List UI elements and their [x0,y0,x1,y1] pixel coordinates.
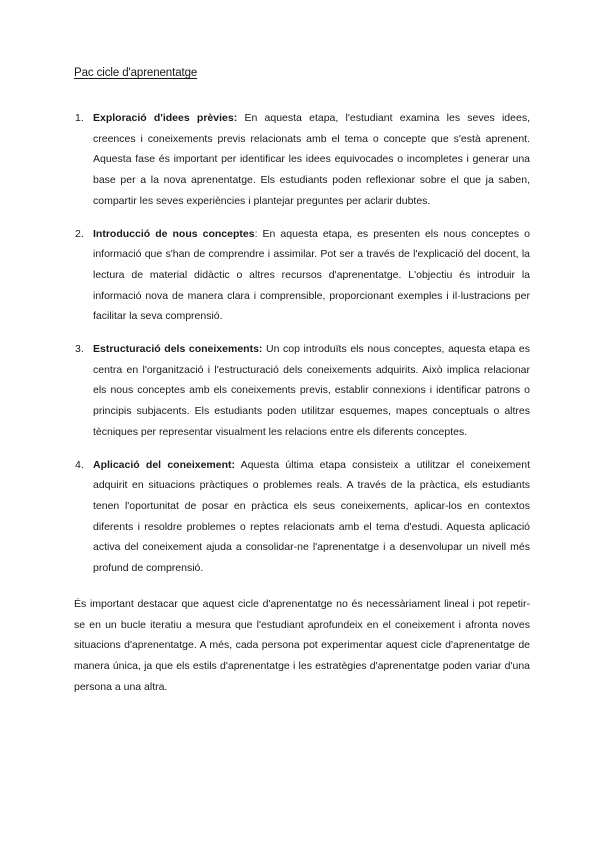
list-item-term: Aplicació del coneixement: [93,458,236,471]
document-title: Pac cicle d'aprenentatge [74,67,198,79]
list-item-number: 2. [75,227,84,240]
list-item-application [74,455,530,579]
list-item-text: : En aquesta etapa, es presenten els nous conceptes o informació que s'han de comprendre i assimilar. Pot ser a través de l'explicació del docent, la lectura de material didàctic o altres recursos d'aprenentatge. L'objectiu és introduir la informació nova de manera clara i comprensible, proporcionant exemples i il·lustracions per facilitar la seva comprensió. [93,227,530,323]
closing-paragraph: És important destacar que aquest cicle d'aprenentatge no és necessàriament lineal i pot repetir-se en un bucle iteratiu a mesura que l'estudiant aprofundeix en el coneixement i afronta noves situacions d'aprenentatge. A més, cada persona pot experimentar aquest cicle d'aprenentatge de manera única, ja que els estils d'aprenentatge i les estratègies d'aprenentatge poden variar d'una persona a una altra. [74,598,530,693]
list-item-structuring [74,339,530,443]
list-item-text: Un cop introduïts els nous conceptes, aquesta etapa es centra en l'organització i l'estructuració dels coneixements adquirits. Això implica relacionar els nous conceptes amb els coneixements previs, establir connexions i identificar patrons o principis subjacents. Els estudiants poden utilitzar esquemes, mapes conceptuals o altres tècniques per representar visualment les relacions entre els diferents conceptes. [93,343,530,438]
list-item-term: Introducció de nous conceptes [93,227,255,240]
list-item-text: Aquesta última etapa consisteix a utilitzar el coneixement adquirit en situacions pràctiques o problemes reals. A través de la pràctica, els estudiants tenen l'oportunitat de posar en pràctica els seus coneixements, aplicar-los en contextos diferents i resoldre problemes o reptes relacionats amb el tema d'estudi. Aquesta aplicació activa del coneixement ajuda a consolidar-ne l'aprenentatge i a desenvolupar un nivell més profund de comprensió. [93,458,531,575]
list-item-exploration [74,108,530,212]
stages-list [74,108,530,591]
list-item-number: 3. [75,343,84,356]
list-item-number: 4. [75,458,84,471]
list-item-term: Exploració d'idees prèvies: [93,112,238,124]
list-item-term: Estructuració dels coneixements: [93,343,263,356]
list-item-number: 1. [75,112,84,124]
list-item-text: En aquesta etapa, l'estudiant examina les seves idees, creences i coneixements previs relacionats amb el tema o concepte que s'està aprenent. Aquesta fase és important per identificar les idees equivocades o incompletes i generar una base per a la nova aprenentatge. Els estudiants poden reflexionar sobre el que ja saben, compartir les seves experiències i plantejar preguntes per aclarir dubtes. [93,112,530,207]
list-item-introduction [74,224,530,328]
